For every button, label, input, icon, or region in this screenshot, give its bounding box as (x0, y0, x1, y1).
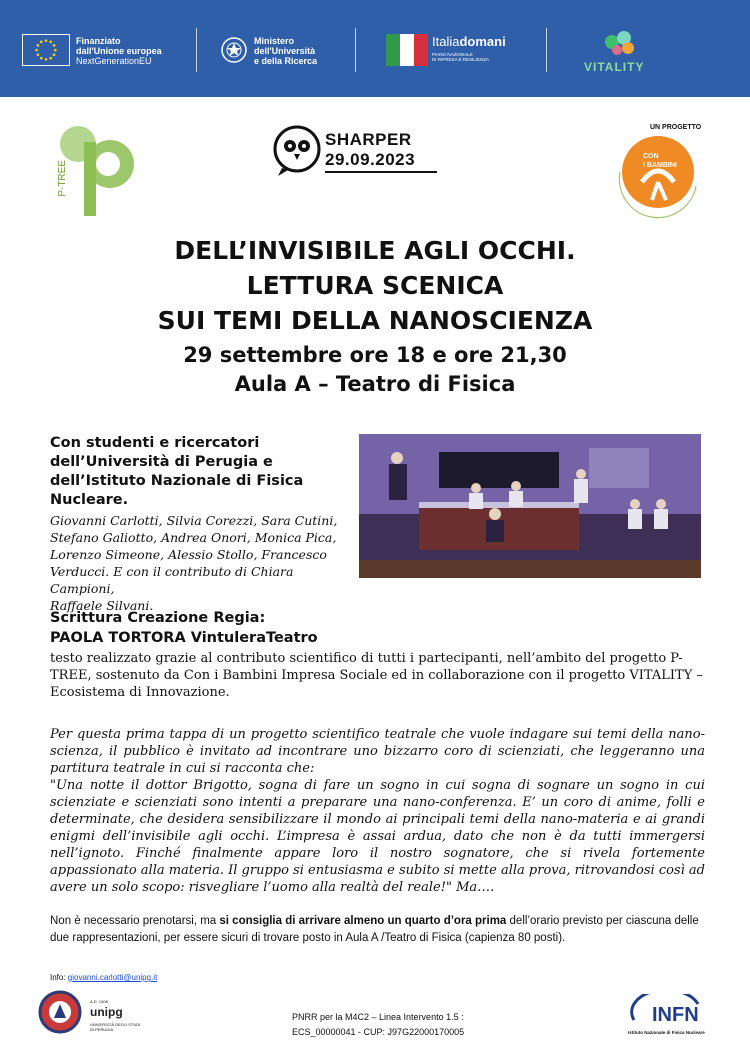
infn-sub: Istituto Nazionale di Fisica Nucleare (628, 1030, 705, 1035)
unipg-seal-icon (38, 990, 82, 1034)
pnrr-reference (292, 1010, 464, 1040)
mur-line3: e della Ricerca (254, 56, 318, 66)
banner-divider (355, 28, 356, 72)
regia-line1: Scrittura Creazione Regia: (50, 610, 266, 626)
eu-line3: NextGenerationEU (76, 56, 152, 66)
sharper-owl-icon (272, 124, 322, 178)
event-venue: Aula A – Teatro di Fisica (234, 372, 516, 396)
regia-block (50, 608, 318, 648)
mur-line1: Ministero (254, 36, 295, 46)
italiadomani-sub (432, 52, 489, 62)
credits-intro1: Con studenti e ricercatori (50, 435, 260, 451)
eu-flag-icon (22, 34, 70, 66)
headline-line2: LETTURA SCENICA (246, 271, 504, 300)
conbambini-logo-icon (612, 120, 702, 220)
event-time: 29 settembre ore 18 e ore 21,30 (183, 343, 567, 367)
top-banner (0, 0, 750, 97)
info-label: Info: (50, 973, 68, 982)
italiadomani-b: domani (459, 34, 506, 49)
sharper-title: SHARPER (325, 130, 412, 149)
unipg-name: unipg (90, 1005, 123, 1019)
story-intro: Per questa prima tappa di un progetto scientifico teatrale che vuole indagare sui temi della nano-scienza, il pubblico è invitato ad incontrare uno bizzarro coro di scienziati, che leggeranno una partitura teatrale in cui si racconta che: (50, 727, 705, 776)
credits-names4: Verducci. E con il contributo di Chiara Campioni, (50, 564, 294, 596)
unipg-year: A.D. 1308 (90, 999, 108, 1004)
italiadomani-sub1: PIANO NAZIONALE (432, 52, 473, 57)
mur-text (254, 36, 317, 66)
pnrr-line1: PNRR per la M4C2 – Linea Intervento 1.5 : (292, 1012, 464, 1022)
sharper-underline (325, 171, 437, 173)
pnrr-line2: ECS_00000041 - CUP: J97G22000170005 (292, 1027, 465, 1037)
story-paragraph (50, 726, 705, 896)
mur-line2: dell'Università (254, 46, 316, 56)
mur-emblem-icon (220, 36, 248, 64)
booking-pre: Non è necessario prenotarsi, ma (50, 915, 220, 927)
info-line (50, 973, 157, 982)
regia-line2: PAOLA TORTORA VintuleraTeatro (50, 630, 318, 646)
stage-photo (359, 434, 701, 578)
unipg-sub2: DI PERUGIA (90, 1027, 114, 1032)
eu-line1: Finanziato (76, 36, 121, 46)
credits-intro3: dell’Istituto Nazionale di Fisica (50, 473, 304, 489)
italiadomani-sub2: DI RIPRESA E RESILIENZA (432, 57, 490, 62)
booking-paragraph (50, 913, 705, 947)
banner-divider (546, 28, 547, 72)
project-paragraph: testo realizzato grazie al contributo scientifico di tutti i partecipanti, nell’ambito del progetto P-TREE, sostenuto da Con i Bambini Impresa Sociale ed in collaborazione con il progetto VITALITY – Ecosistema di Innovazione. (50, 651, 703, 700)
italiadomani-a: Italia (432, 34, 460, 49)
credits-intro4: Nucleare. (50, 492, 129, 508)
vitality-label: VITALITY (584, 60, 645, 74)
story-quote: "Una notte il dottor Brigotto, sogna di fare un sogno in cui sogna di sognare un sogno in cui scienziate e scienziati sono intenti a preparare una nano-conferenza. E’ un coro di anime, folli e determinate, che desidera sensibilizzare il mondo ai principali temi della nano-materia e ai grandi enigmi dell’invisibile agli occhi. L’impresa è assai ardua, dato che non è da tutti immergersi nell’ignoto. Finché finalmente appare loro il nostro sognatore, che si rivela fortemente appassionato alla materia. Il gruppo si entusiasma e subito si mette alla prova, ritrovandosi così ad avere un solo scopo: risvegliare l’uomo alla realtà del reale!" Ma…. (50, 778, 705, 895)
unipg-sub (90, 1022, 140, 1032)
credits-names (50, 512, 350, 614)
unipg-sub1: UNIVERSITÀ DEGLI STUDI (90, 1022, 141, 1027)
ptree-logo-icon (58, 122, 138, 218)
credits-names3: Lorenzo Simeone, Alessio Stollo, Francesco (50, 547, 327, 562)
credits-block (50, 434, 350, 614)
italy-map-icon (384, 30, 430, 70)
booking-bold: si consiglia di arrivare almeno un quarto d’ora prima (219, 915, 507, 927)
info-email-link[interactable]: giovanni.carlotti@unipg.it (67, 973, 158, 982)
credits-names5: Raffaele Silvani. (50, 598, 154, 613)
infn-name: INFN (652, 1004, 699, 1026)
vitality-logo-icon (600, 28, 640, 58)
credits-names2: Stefano Galiotto, Andrea Onori, Monica Pica, (50, 530, 337, 545)
italiadomani-brand (432, 34, 506, 49)
banner-divider (196, 28, 197, 72)
headline-line3: SUI TEMI DELLA NANOSCIENZA (157, 306, 593, 335)
conbambini-top: UN PROGETTO (650, 124, 702, 131)
booking-post: dell’orario previsto per ciascuna delle due rappresentazioni, per essere sicuri di trovare posto in Aula A /Teatro di Fisica (capienza 80 posti). (50, 915, 699, 944)
headline-line1: DELL’INVISIBILE AGLI OCCHI. (174, 236, 576, 265)
conbambini-name2: I BAMBINI (643, 162, 677, 169)
eu-line2: dall'Unione europea (76, 46, 162, 56)
ptree-label: P-TREE (57, 160, 68, 197)
conbambini-name (643, 152, 677, 170)
credits-intro2: dell’Università di Perugia e (50, 454, 273, 470)
stage-photo-illustration (359, 434, 701, 578)
credits-names1: Giovanni Carlotti, Silvia Corezzi, Sara Cutini, (50, 513, 338, 528)
sharper-date: 29.09.2023 (325, 150, 416, 169)
eu-text (76, 36, 162, 66)
conbambini-name1: CON (643, 153, 659, 160)
